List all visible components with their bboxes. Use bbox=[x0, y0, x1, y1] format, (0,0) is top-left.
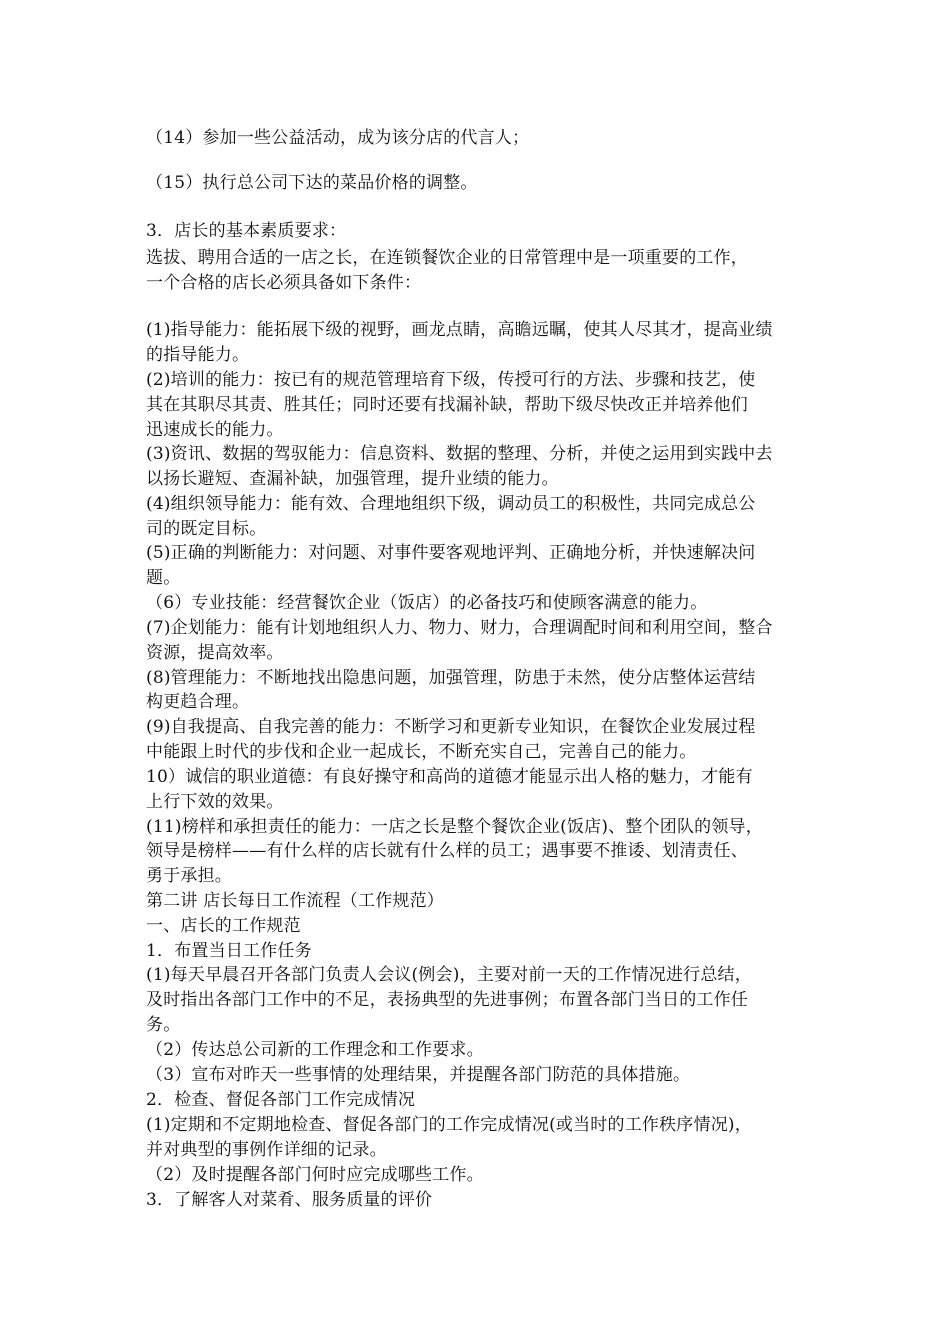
subsection-heading: 3．了解客人对菜肴、服务质量的评价 bbox=[146, 1190, 433, 1210]
text-line: （3）宣布对昨天一些事情的处理结果，并提醒各部门防范的具体措施。 bbox=[146, 1065, 691, 1085]
text-line: （14）参加一些公益活动，成为该分店的代言人； bbox=[146, 128, 530, 148]
subsection-heading: 2．检查、督促各部门工作完成情况 bbox=[146, 1090, 416, 1110]
text-line: 并对典型的事例作详细的记录。 bbox=[146, 1140, 387, 1160]
text-line: (11)榜样和承担责任的能力：一店之长是整个餐饮企业(饭店)、整个团队的领导， bbox=[146, 817, 763, 837]
text-line: 勇于承担。 bbox=[146, 866, 232, 886]
section-heading: 一、店长的工作规范 bbox=[146, 916, 301, 936]
lecture-heading: 第二讲 店长每日工作流程（工作规范） bbox=[146, 891, 445, 911]
text-line: 领导是榜样——有什么样的店长就有什么样的员工；遇事要不推诿、划清责任、 bbox=[146, 841, 748, 861]
text-line: 10）诚信的职业道德：有良好操守和高尚的道德才能显示出人格的魅力，才能有 bbox=[146, 767, 753, 787]
text-line: 一个合格的店长必须具备如下条件： bbox=[146, 273, 422, 293]
text-line: (9)自我提高、自我完善的能力：不断学习和更新专业知识，在餐饮企业发展过程 bbox=[146, 717, 756, 737]
text-line: 迅速成长的能力。 bbox=[146, 420, 284, 440]
text-line: 上行下效的效果。 bbox=[146, 792, 284, 812]
text-line: 司的既定目标。 bbox=[146, 519, 267, 539]
text-line: （2）及时提醒各部门何时应完成哪些工作。 bbox=[146, 1165, 484, 1185]
text-line: 中能跟上时代的步伐和企业一起成长，不断充实自己，完善自己的能力。 bbox=[146, 742, 697, 762]
text-line: (3)资讯、数据的驾驭能力：信息资料、数据的整理、分析，并使之运用到实践中去 bbox=[146, 444, 773, 464]
text-line: 务。 bbox=[146, 1015, 181, 1035]
text-line: 构更趋合理。 bbox=[146, 692, 250, 712]
text-line: （2）传达总公司新的工作理念和工作要求。 bbox=[146, 1040, 484, 1060]
text-line: （6）专业技能：经营餐饮企业（饭店）的必备技巧和使顾客满意的能力。 bbox=[146, 593, 708, 613]
text-line: (1)定期和不定期地检查、督促各部门的工作完成情况(或当时的工作秩序情况)， bbox=[146, 1115, 752, 1135]
text-line: 以扬长避短、查漏补缺，加强管理，提升业绩的能力。 bbox=[146, 469, 559, 489]
text-line: (7)企划能力：能有计划地组织人力、物力、财力，合理调配时间和利用空间，整合 bbox=[146, 618, 773, 638]
subsection-heading: 1．布置当日工作任务 bbox=[146, 941, 312, 961]
text-line: (4)组织领导能力：能有效、合理地组织下级，调动员工的积极性，共同完成总公 bbox=[146, 494, 756, 514]
text-line: 及时指出各部门工作中的不足，表扬典型的先进事例；布置各部门当日的工作任 bbox=[146, 990, 748, 1010]
text-line: （15）执行总公司下达的菜品价格的调整。 bbox=[146, 173, 478, 193]
text-line: 资源，提高效率。 bbox=[146, 643, 284, 663]
text-line: 选拔、聘用合适的一店之长，在连锁餐饮企业的日常管理中是一项重要的工作， bbox=[146, 248, 748, 268]
text-line: (1)每天早晨召开各部门负责人会议(例会)，主要对前一天的工作情况进行总结， bbox=[146, 965, 752, 985]
section-heading: 3．店长的基本素质要求： bbox=[146, 221, 347, 241]
text-line: 题。 bbox=[146, 568, 181, 588]
text-line: 其在其职尽其责、胜其任；同时还要有找漏补缺，帮助下级尽快改正并培养他们 bbox=[146, 395, 748, 415]
text-line: (2)培训的能力：按已有的规范管理培育下级，传授可行的方法、步骤和技艺，使 bbox=[146, 370, 756, 390]
text-line: 的指导能力。 bbox=[146, 345, 250, 365]
text-line: (8)管理能力：不断地找出隐患问题，加强管理，防患于未然，使分店整体运营结 bbox=[146, 668, 756, 688]
text-line: (5)正确的判断能力：对问题、对事件要客观地评判、正确地分析，并快速解决问 bbox=[146, 543, 756, 563]
text-line: (1)指导能力：能拓展下级的视野，画龙点睛，高瞻远瞩，使其人尽其才，提高业绩 bbox=[146, 320, 773, 340]
